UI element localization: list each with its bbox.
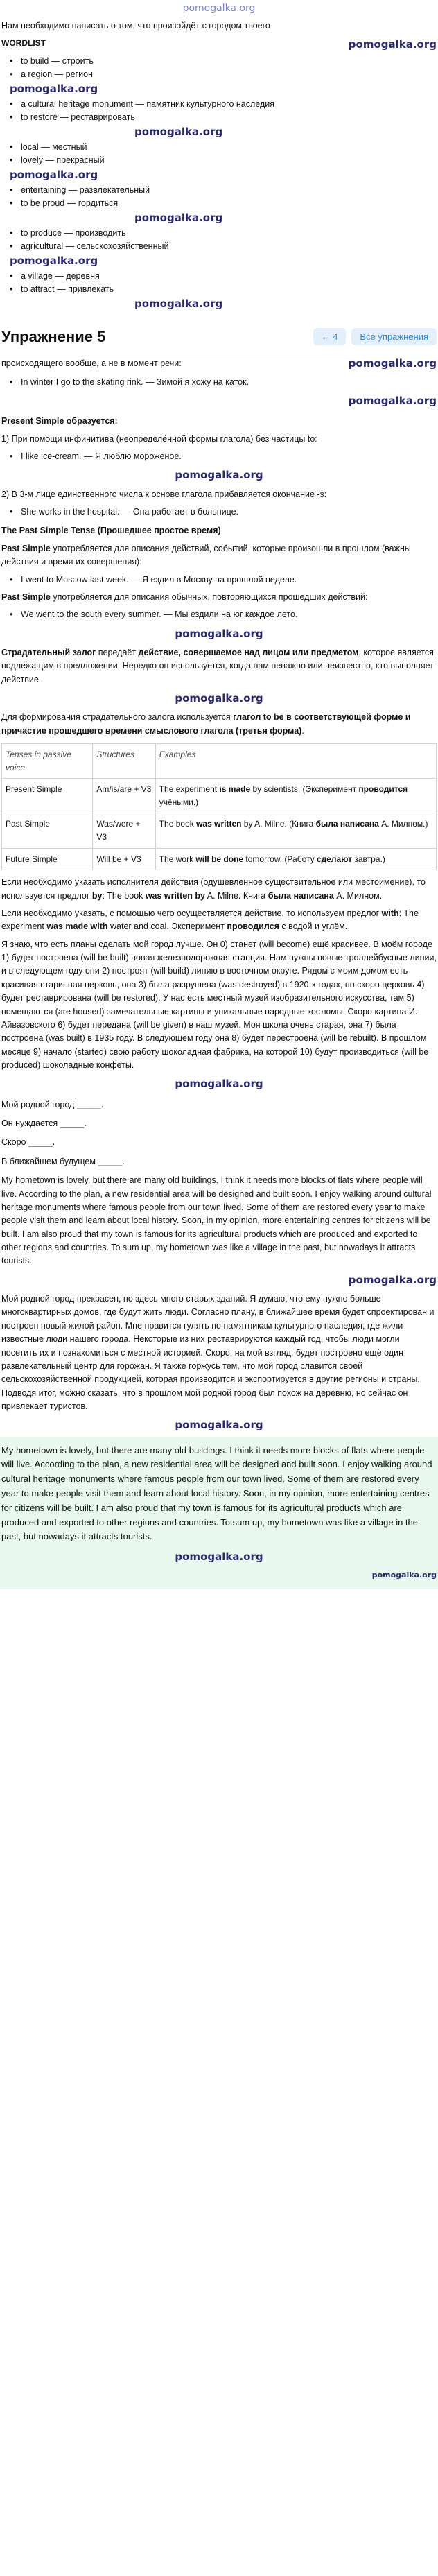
- text: с водой и углём.: [279, 922, 348, 932]
- example-list: [1, 573, 437, 587]
- answer-box: [0, 1437, 438, 1589]
- wordlist-item: • lovely — прекрасный: [10, 154, 437, 167]
- column-header: Tenses in passive voice: [2, 744, 93, 779]
- intro-text: Нам необходимо написать о том, что произойдёт с городом твоего: [1, 21, 270, 31]
- blank-3: Скоро _____.: [1, 1137, 55, 1148]
- text: .: [301, 725, 304, 736]
- example-list: [1, 505, 437, 519]
- watermark: pomogalka.org: [134, 297, 223, 311]
- prev-exercise-button[interactable]: ← 4: [313, 328, 347, 345]
- term: Страдательный залог: [1, 647, 96, 657]
- wordlist-item: • a region — регион: [10, 68, 437, 81]
- text: Для формирования страдательного залога используется: [1, 712, 234, 723]
- text: передаёт: [96, 647, 139, 657]
- watermark: pomogalka.org: [175, 1419, 263, 1432]
- top-watermark: [0, 0, 438, 18]
- wordlist-item: • local — местный: [10, 141, 437, 154]
- past-simple-heading: The Past Simple Tense (Прошедшее простое время): [1, 526, 221, 536]
- table-row: [2, 848, 437, 870]
- column-header: Structures: [93, 744, 155, 779]
- wordlist-item: • to attract — привлекать: [10, 283, 437, 296]
- text: завтра.): [352, 854, 385, 864]
- passive-formation: [1, 711, 437, 738]
- example-item: • She works in the hospital. — Она работает в больнице.: [10, 505, 437, 519]
- essay-russian: Мой родной город прекрасен, но здесь много старых зданий. Я думаю, что ему нужно больше многоквартирных домов, где будут жить люди. Согласно плану, в ближайшее время будет спроектирован и построен новый жилой район. Мне нравится гулять по памятникам культурного наследия, где жили известные люди нашего города. Некоторые из них реставрируются каждый год, чтобы люди могли посетить их и познакомиться с местной историей. Скоро, на мой взгляд, будет построено ещё один развлекательный центр для горожан. Я также горжусь тем, что мой город славится своей сельскохозяйственной продукцией, которая производится и экспортируется в другие регионы и страны. Подводя итог, можно сказать, что в прошлом мой родной город был похож на деревню, но сейчас он привлекает туристов.: [1, 1294, 435, 1412]
- watermark: pomogalka.org: [10, 168, 98, 182]
- text: учёными.): [159, 797, 199, 807]
- passive-voice-table: [1, 743, 437, 870]
- text: А. Милном.): [378, 819, 428, 829]
- watermark: pomogalka.org: [175, 1550, 263, 1564]
- watermark-row: [10, 124, 437, 140]
- tense-cell: Present Simple: [2, 779, 93, 813]
- watermark: pomogalka.org: [371, 1571, 437, 1580]
- example-cell: [155, 848, 436, 870]
- watermark-row: [10, 253, 437, 269]
- passive-intro: [1, 646, 437, 686]
- wordlist-item: • to restore — реставрировать: [10, 111, 437, 124]
- wordlist-item: • a village — деревня: [10, 270, 437, 283]
- column-header: Examples: [155, 744, 436, 779]
- example-list: [1, 450, 437, 463]
- watermark: pomogalka.org: [134, 211, 223, 225]
- watermark: pomogalka.org: [348, 357, 437, 370]
- table-row: [2, 813, 437, 848]
- text: Если необходимо указать, с помощью чего осуществляется действие, то используем предлог: [1, 908, 382, 918]
- example-list: [1, 376, 437, 389]
- rule-1: 1) При помощи инфинитива (неопределённой формы глагола) без частицы to:: [1, 433, 317, 444]
- example-item: • We went to the south every summer. — Мы ездили на юг каждое лето.: [10, 608, 437, 621]
- text: Если необходимо указать исполнителя действия (одушевлённое существительное или местоимение), то используется предлог: [1, 877, 426, 901]
- example-cell: [155, 779, 436, 813]
- text: : The experiment: [1, 908, 419, 932]
- wordlist-title: WORDLIST: [1, 38, 46, 49]
- example-item: • I went to Moscow last week. — Я ездил в Москву на прошлой неделе.: [10, 573, 437, 587]
- term: was written by: [145, 890, 205, 901]
- plans-text: Я знаю, что есть планы сделать мой город лучше. Он 0) станет (will become) ещё красивее. В моём городе 1) будет построена (will be built) новая железнодорожная станция. Нам нужны новые троллейбусные линии, и в следующем году они 2) построят (will build) линию в восточном округе. Рядом с моим домом есть красивая старинная церковь, она 3) была разрушена (was destroyed) в 1920-х годах, но скоро церковь 4) будет реставрирована (will be restored). У нас есть местный музей изобразительного искусства, там 5) помещаются (are housed) замечательные картины и уникальные народные костюмы. Скоро картина И. Айвазовского 6) будет передана (will be given) в наш музей. Моя школа очень старая, она 7) была построена (was built) в 1935 году. В следующем году она 8) будет перестроена (will be rebuilt). В прошлом месяце 9) начало (started) свою работу шоколадная фабрика, на которой 10) будут производиться (will be produced) шоколадные конфеты.: [1, 939, 437, 1071]
- text: by scientists. (Эксперимент: [250, 784, 359, 795]
- term: глагол to be в соответствующей форме и причастие прошедшего времени смыслового глагола (третья форма): [1, 712, 411, 736]
- past-simple-rule-1: [1, 542, 437, 569]
- watermark: pomogalka.org: [175, 469, 263, 482]
- watermark: pomogalka.org: [134, 126, 223, 139]
- watermark-row: [10, 210, 437, 226]
- passive-with-rule: [1, 907, 437, 934]
- term: сделают: [316, 854, 353, 864]
- term: Past Simple: [1, 591, 51, 602]
- blank-1: Мой родной город _____.: [1, 1099, 104, 1109]
- watermark-row: [1, 356, 437, 372]
- example-item: • In winter I go to the skating rink. — Зимой я хожу на каток.: [10, 376, 437, 389]
- watermark: pomogalka.org: [348, 1273, 437, 1286]
- tense-cell: Past Simple: [2, 813, 93, 848]
- present-simple-continuation: происходящего вообще, а не в момент речи:: [1, 358, 182, 368]
- term: Past Simple: [1, 543, 51, 553]
- term: was made with: [46, 922, 108, 932]
- exercise-title: Упражнение 5: [1, 327, 106, 345]
- exercise-nav: [313, 328, 437, 345]
- rule-2: 2) В 3-м лице единственного числа к основе глагола прибавляется окончание -s:: [1, 489, 327, 499]
- present-simple-formation-heading: Present Simple образуется:: [1, 416, 118, 426]
- term: with: [381, 908, 399, 918]
- wordlist-item: • to produce — производить: [10, 227, 437, 240]
- wordlist-item: • agricultural — сельскохозяйственный: [10, 240, 437, 253]
- structure-cell: Was/were + V3: [93, 813, 155, 848]
- watermark: pomogalka.org: [175, 627, 263, 640]
- essay-english: My hometown is lovely, but there are many old buildings. I think it needs more blocks of flats where people will live. According to the plan, a new residential area will be designed and built soon. I enjoy walking around cultural heritage monuments where famous people from our town lived. Some of them are restored every year to make people visit them and learn about local history. Soon, in my opinion, more entertaining centres for citizens will be built. I am also proud that my town is famous for its agricultural products which are produced and exported to other regions and countries. To sum up, my hometown was like a village in the past, but nowadays it attracts tourists.: [1, 1175, 432, 1266]
- term: действие, совершаемое над лицом или предметом: [138, 647, 359, 657]
- passive-by-rule: [1, 876, 437, 903]
- text: A. Milne. Книга: [204, 890, 268, 901]
- example-list: [1, 608, 437, 621]
- text: : The book: [102, 890, 146, 901]
- text: by A. Milne. (Книга: [241, 819, 316, 829]
- blank-2: Он нуждается _____.: [1, 1118, 87, 1129]
- term: by: [91, 890, 103, 901]
- structure-cell: Will be + V3: [93, 848, 155, 870]
- watermark: pomogalka.org: [348, 395, 437, 407]
- term: проводится: [358, 784, 408, 795]
- tense-cell: Future Simple: [2, 848, 93, 870]
- wordlist-header: [1, 37, 437, 53]
- term: проводился: [227, 922, 279, 932]
- example-cell: [155, 813, 436, 848]
- watermark-row: [10, 81, 437, 97]
- rule-text: употребляется для описания действий, событий, которые произошли в прошлом (важны действия и время их совершения):: [1, 543, 411, 567]
- answer-text: My hometown is lovely, but there are many old buildings. I think it needs more blocks of flats where people will live. According to the plan, a new residential area will be designed and built soon. I enjoy walking around cultural heritage monuments where famous people from our town lived. Some of them are restored every year to make people visit them and learn about local history. Soon, in my opinion, more entertaining centres for citizens will be built. I am also proud that my town is famous for its agricultural products which are produced and exported to other regions and countries. To sum up, my hometown was like a village in the past, but nowadays it attracts tourists.: [1, 1444, 432, 1542]
- term: была написана: [268, 890, 334, 901]
- text: water and coal. Эксперимент: [107, 922, 227, 932]
- term: will be done: [195, 854, 244, 864]
- past-simple-rule-2: [1, 591, 437, 604]
- text: The work: [159, 854, 196, 864]
- watermark-row: [10, 296, 437, 312]
- term: была написана: [315, 819, 379, 829]
- watermark: pomogalka.org: [10, 83, 98, 96]
- text: tomorrow. (Работу: [243, 854, 317, 864]
- watermark: pomogalka.org: [10, 254, 98, 268]
- text: The experiment: [159, 784, 220, 795]
- exercise-header: [0, 318, 438, 356]
- wordlist-item: • to be proud — гордиться: [10, 197, 437, 210]
- wordlist: [1, 55, 437, 313]
- text: , которое является подлежащим в предложении. Нередко он используется, когда нам неважно или неизвестно, кто выполняет действие.: [1, 647, 434, 684]
- all-exercises-button[interactable]: Все упражнения: [351, 328, 437, 345]
- example-item: • I like ice-cream. — Я люблю мороженое.: [10, 450, 437, 463]
- text: The book: [159, 819, 197, 829]
- term: is made: [219, 784, 251, 795]
- term: was written: [196, 819, 242, 829]
- watermark-row: [10, 167, 437, 183]
- rule-text: употребляется для описания обычных, повторяющихся прошедших действий:: [50, 591, 368, 602]
- watermark: pomogalka.org: [175, 1078, 263, 1091]
- structure-cell: Am/is/are + V3: [93, 779, 155, 813]
- wordlist-item: • to build — строить: [10, 55, 437, 68]
- table-header-row: [2, 744, 437, 779]
- text: А. Милном.: [333, 890, 383, 901]
- watermark: pomogalka.org: [175, 692, 263, 704]
- watermark: pomogalka.org: [348, 38, 437, 51]
- wordlist-item: • a cultural heritage monument — памятник культурного наследия: [10, 98, 437, 111]
- wordlist-item: • entertaining — развлекательный: [10, 184, 437, 197]
- watermark: pomogalka.org: [182, 3, 256, 15]
- table-row: [2, 779, 437, 813]
- blank-4: В ближайшем будущем _____.: [1, 1156, 125, 1166]
